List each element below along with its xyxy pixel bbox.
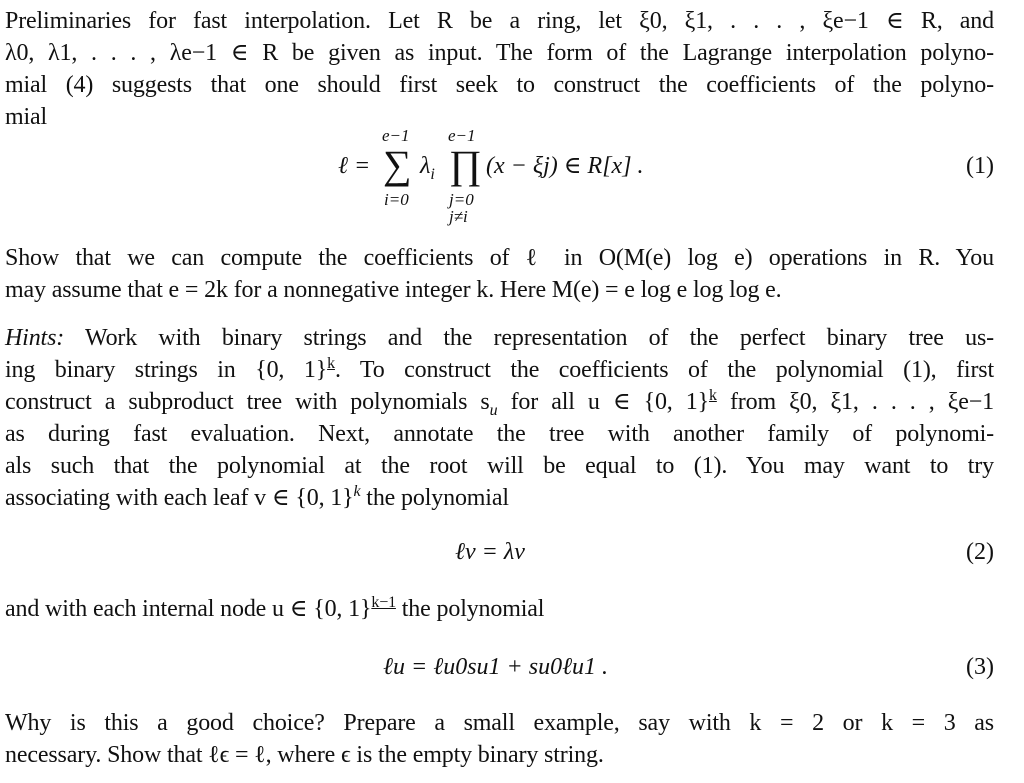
equation-2: ℓv = λv	[455, 539, 525, 565]
eq1-rhs: (x − ξj) ∈ R[x] .	[486, 153, 644, 179]
paragraph-1-line-4: mial	[5, 104, 48, 130]
hints-label: Hints:	[5, 325, 65, 351]
paragraph-3-line-5: als such that the polynomial at the root will be equal to (1). You may want to try	[5, 453, 994, 479]
paragraph-4-line-1: Why is this a good choice? Prepare a small example, say with k = 2 or k = 3 as	[5, 710, 994, 736]
sum-symbol: ∑	[383, 142, 412, 187]
paragraph-2-line-1: Show that we can compute the coefficients of ℓ in O(M(e) log e) operations in R. You	[5, 245, 994, 271]
paragraph-3-line-1	[5, 323, 994, 353]
text-segment: 0, ξ1, . . . , ξe−1 ∈ R, and	[649, 8, 994, 34]
text-segment: Let R be a ring, let ξ	[388, 8, 650, 34]
paragraph-3-line-4: as during fast evaluation. Next, annotate the tree with another family of polynomi-	[5, 421, 994, 447]
section-heading: Preliminaries for fast interpolation.	[5, 8, 371, 34]
product-symbol: ∏	[449, 142, 482, 187]
equation-number-1: (1)	[966, 153, 994, 179]
equation-number-2: (2)	[966, 539, 994, 565]
equation-number-3: (3)	[966, 654, 994, 680]
paragraph-2-line-2: may assume that e = 2k for a nonnegative integer k. Here M(e) = e log e log log e.	[5, 277, 782, 303]
paragraph-3-line-6: associating with each leaf v ∈ {0, 1}$^k$ the polynomial	[5, 483, 509, 511]
eq1-prod-lower-1: j=0	[449, 190, 474, 209]
eq1-sum-lower: i=0	[384, 190, 409, 209]
eq1-lambda: $\lambda_i$	[420, 153, 435, 183]
internal-node-line: and with each internal node u ∈ {0, 1}$^{k-1}$ the polynomial	[5, 594, 545, 622]
paragraph-4-line-2: necessary. Show that ℓϵ = ℓ, where ϵ is the empty binary string.	[5, 742, 604, 768]
paragraph-1-line-2: λ0, λ1, . . . , λe−1 ∈ R be given as input. The form of the Lagrange interpolation polyno-	[5, 40, 994, 66]
paragraph-1-line-3: mial (4) suggests that one should first seek to construct the coefficients of the polyno-	[5, 72, 994, 98]
paragraph-3-line-3: construct a subproduct tree with polynomials $s_u$ for all u ∈ {0, 1}$^k$ from ξ0, ξ1, . . . , ξe−1	[5, 387, 994, 419]
eq1-lhs: ℓ =	[338, 153, 371, 179]
equation-3: ℓu = ℓu0su1 + su0ℓu1 .	[383, 654, 609, 680]
eq1-prod-lower-2: j≠i	[449, 207, 468, 226]
eq1-sum-upper: e−1	[382, 126, 410, 145]
paragraph-1-line-1	[5, 6, 994, 36]
paragraph-3-line-2: ing binary strings in {0, 1}$^k$. To construct the coefficients of the polynomial (1), first	[5, 355, 994, 383]
eq1-prod-upper: e−1	[448, 126, 476, 145]
text-segment: Work with binary strings and the representation of the perfect binary tree us-	[85, 325, 995, 351]
